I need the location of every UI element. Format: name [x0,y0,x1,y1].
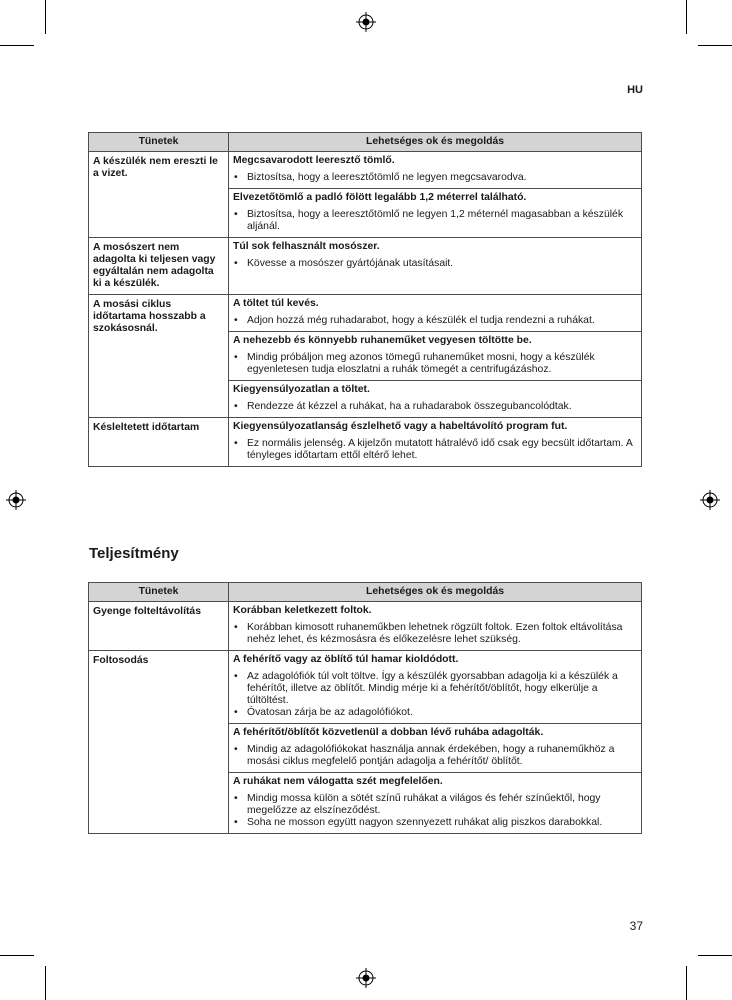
crop-mark [686,0,687,34]
table-header-row [89,133,642,152]
bullet-icon: • [234,209,238,220]
cause-title: A fehérítőt/öblítőt közvetlenül a dobban lévő ruhába adagolták. [233,727,544,738]
solution-text: Rendezze át kézzel a ruhákat, ha a ruhadarabok összegubancolódtak. [247,401,572,412]
cause-cell [229,189,642,238]
bullet-icon: • [234,352,238,363]
cause-cell [229,651,642,724]
solution-text: Mindig az adagolófiókokat használja annak érdekében, hogy a ruhaneműkhöz a mosási ciklus megfelelő pontján adagolja a fehérítőt/ öblítőt. [247,744,615,767]
column-header-symptoms: Tünetek [89,583,229,602]
cause-title: Korábban keletkezett foltok. [233,605,372,616]
language-code: HU [627,84,643,96]
cause-cell [229,724,642,773]
section-heading: Teljesítmény [89,545,179,562]
solution-list [233,744,637,768]
solution-list [233,352,637,376]
table-body [89,152,642,467]
table-row [89,152,642,189]
cause-cell [229,602,642,651]
column-header-causes: Lehetséges ok és megoldás [229,133,642,152]
crop-mark [698,955,732,956]
solution-item [233,315,637,327]
solution-item [233,622,637,646]
troubleshooting-table [88,132,642,467]
table-header-row [89,583,642,602]
cause-cell [229,332,642,381]
cause-title: A fehérítő vagy az öblítő túl hamar kioldódott. [233,654,459,665]
registration-mark-icon [356,12,376,32]
solution-text: Az adagolófiók túl volt töltve. Így a készülék gyorsabban adagolja ki a készülék a fehérítőt, illetve az öblítőt. Mindig mérje ki a fehérítőt/öblítőt, hogy elkerülje a túltöltést. [247,671,618,706]
solution-item [233,172,637,184]
solution-item [233,258,637,270]
solution-item [233,209,637,233]
bullet-icon: • [234,401,238,412]
solution-item [233,793,637,817]
cause-title: A ruhákat nem válogatta szét megfelelően. [233,776,443,787]
cause-title: A nehezebb és könnyebb ruhaneműket vegyesen töltötte be. [233,335,532,346]
registration-mark-icon [356,968,376,988]
solution-item [233,671,637,707]
solution-list [233,315,637,327]
symptom-cell: Foltosodás [89,651,229,834]
cause-cell [229,773,642,834]
solution-list [233,401,637,413]
solution-list [233,438,637,462]
solution-text: Adjon hozzá még ruhadarabot, hogy a készülék el tudja rendezni a ruhákat. [247,315,595,326]
performance-table [88,582,642,834]
solution-text: Ez normális jelenség. A kijelzőn mutatott hátralévő idő csak egy becsült időtartam. A tényleges időtartam ettől eltérő lehet. [247,438,633,461]
cause-title: Kiegyensúlyozatlan a töltet. [233,384,370,395]
bullet-icon: • [234,817,238,828]
table-body [89,602,642,834]
solution-item [233,438,637,462]
solution-item [233,707,637,719]
solution-list [233,671,637,719]
bullet-icon: • [234,315,238,326]
table-row [89,238,642,295]
solution-text: Óvatosan zárja be az adagolófiókot. [247,707,413,718]
bullet-icon: • [234,258,238,269]
bullet-icon: • [234,793,238,804]
solution-item [233,401,637,413]
column-header-symptoms: Tünetek [89,133,229,152]
cause-title: Kiegyensúlyozatlanság észlelhető vagy a habeltávolító program fut. [233,421,568,432]
crop-mark [686,966,687,1000]
symptom-cell: A mosási ciklus időtartama hosszabb a szokásosnál. [89,295,229,418]
symptom-cell: Gyenge folteltávolítás [89,602,229,651]
solution-item [233,352,637,376]
cause-cell [229,295,642,332]
bullet-icon: • [234,438,238,449]
cause-title: Megcsavarodott leeresztő tömlő. [233,155,395,166]
solution-item [233,744,637,768]
cause-title: A töltet túl kevés. [233,298,319,309]
cause-title: Túl sok felhasznált mosószer. [233,241,380,252]
solution-text: Biztosítsa, hogy a leeresztőtömlő ne legyen 1,2 méternél magasabban a készülék aljánál. [247,209,624,232]
solution-text: Kövesse a mosószer gyártójának utasításait. [247,258,454,269]
solution-text: Mindig mossa külön a sötét színű ruhákat a világos és fehér színűektől, hogy megelőzze az elszíneződést. [247,793,601,816]
crop-mark [698,45,732,46]
solution-text: Soha ne mosson együtt nagyon szennyezett ruhákat alig piszkos darabokkal. [247,817,603,828]
bullet-icon: • [234,707,238,718]
solution-list [233,793,637,829]
cause-cell [229,418,642,467]
crop-mark [45,966,46,1000]
crop-mark [0,955,34,956]
registration-mark-icon [6,490,26,510]
solution-text: Korábban kimosott ruhaneműkben lehetnek rögzült foltok. Ezen foltok eltávolítása nehéz lehet, és kézmosásra és előkezelésre lehet szükség. [247,622,623,645]
column-header-causes: Lehetséges ok és megoldás [229,583,642,602]
crop-mark [45,0,46,34]
table-row [89,602,642,651]
table-row [89,295,642,332]
bullet-icon: • [234,172,238,183]
crop-mark [0,45,34,46]
solution-list [233,622,637,646]
symptom-cell: Késleltetett időtartam [89,418,229,467]
bullet-icon: • [234,744,238,755]
page-number: 37 [629,919,643,933]
bullet-icon: • [234,671,238,682]
cause-title: Elvezetőtömlő a padló fölött legalább 1,2 méterrel található. [233,192,527,203]
cause-cell [229,238,642,295]
solution-list [233,209,637,233]
registration-mark-icon [700,490,720,510]
solution-text: Mindig próbáljon meg azonos tömegű ruhaneműket mosni, hogy a készülék egyenletesen tudja eloszlatni a ruhák tömegét a centrifugázáshoz. [247,352,595,375]
symptom-cell: A készülék nem ereszti le a vizet. [89,152,229,238]
solution-list [233,258,637,270]
table-row [89,418,642,467]
solution-item [233,817,637,829]
solution-text: Biztosítsa, hogy a leeresztőtömlő ne legyen megcsavarodva. [247,172,527,183]
symptom-cell: A mosószert nem adagolta ki teljesen vagy egyáltalán nem adagolta ki a készülék. [89,238,229,295]
table-row [89,651,642,724]
cause-cell [229,152,642,189]
cause-cell [229,381,642,418]
bullet-icon: • [234,622,238,633]
solution-list [233,172,637,184]
